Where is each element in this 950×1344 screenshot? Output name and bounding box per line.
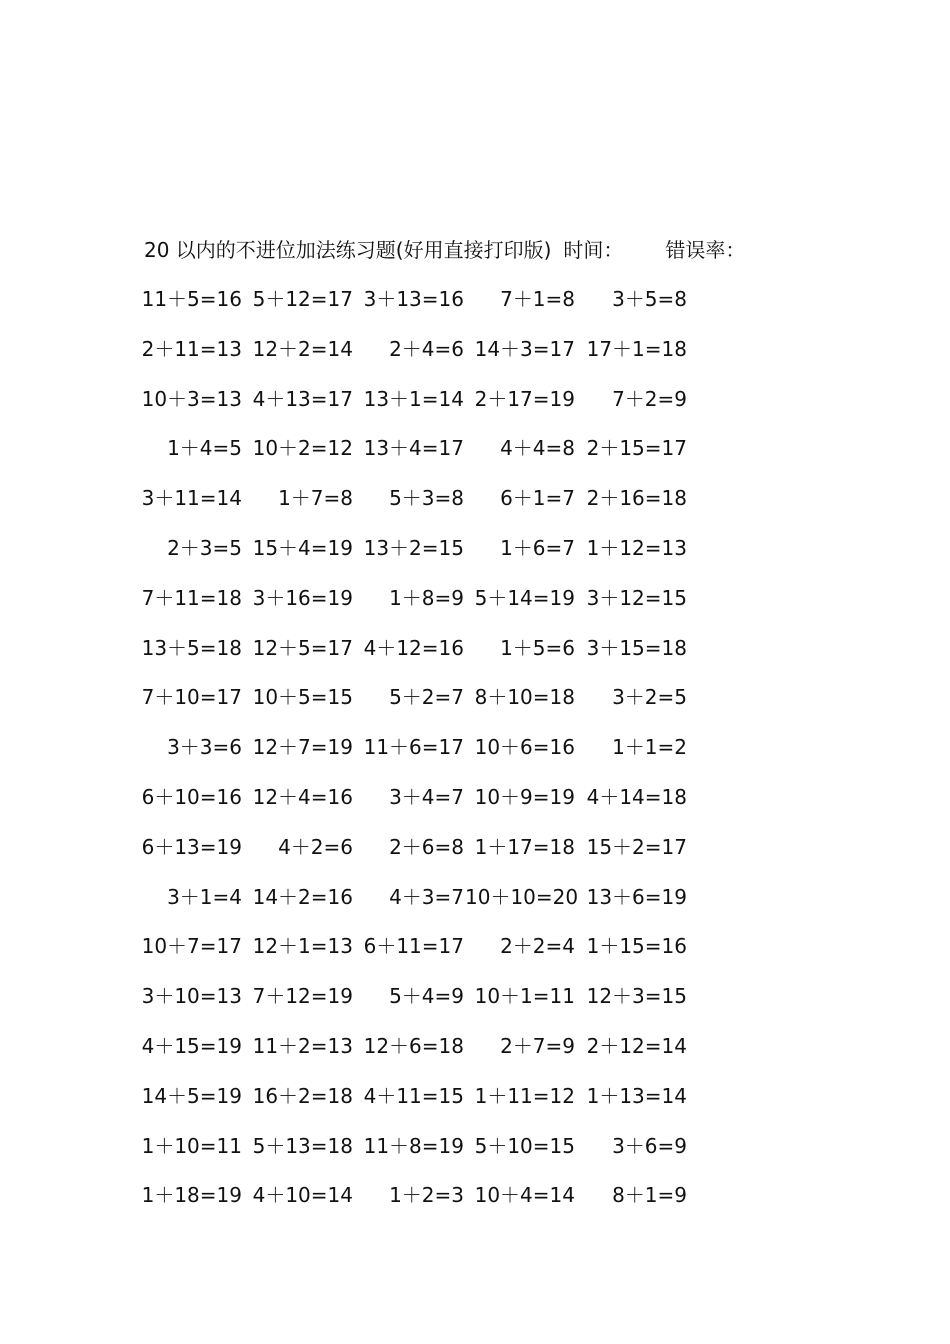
addition-problem: 3＋16=19 bbox=[252, 585, 353, 610]
addition-problem: 2＋3=5 bbox=[167, 535, 242, 560]
addition-problem: 1＋17=18 bbox=[474, 834, 575, 859]
addition-problem: 1＋10=11 bbox=[141, 1133, 242, 1158]
addition-problem: 4＋14=18 bbox=[586, 784, 687, 809]
addition-problem: 5＋2=7 bbox=[389, 685, 464, 710]
addition-problem: 4＋13=17 bbox=[252, 386, 353, 411]
addition-problem: 17＋1=18 bbox=[586, 336, 687, 361]
addition-problem: 3＋12=15 bbox=[586, 585, 687, 610]
addition-problem: 4＋15=19 bbox=[141, 1033, 242, 1058]
problem-row bbox=[0, 1133, 950, 1183]
problem-grid bbox=[0, 286, 950, 1232]
addition-problem: 12＋3=15 bbox=[586, 984, 687, 1009]
addition-problem: 15＋4=19 bbox=[252, 535, 353, 560]
addition-problem: 1＋4=5 bbox=[167, 436, 242, 461]
error-rate-label: 错误率： bbox=[665, 238, 746, 262]
addition-problem: 10＋5=15 bbox=[252, 685, 353, 710]
addition-problem: 10＋2=12 bbox=[252, 436, 353, 461]
problem-row bbox=[0, 983, 950, 1033]
addition-problem: 2＋12=14 bbox=[586, 1033, 687, 1058]
addition-problem: 1＋7=8 bbox=[278, 486, 353, 511]
addition-problem: 15＋2=17 bbox=[586, 834, 687, 859]
problem-row bbox=[0, 933, 950, 983]
addition-problem: 12＋6=18 bbox=[363, 1033, 464, 1058]
addition-problem: 2＋2=4 bbox=[500, 934, 575, 959]
addition-problem: 12＋2=14 bbox=[252, 336, 353, 361]
addition-problem: 10＋6=16 bbox=[474, 735, 575, 760]
addition-problem: 13＋2=15 bbox=[363, 535, 464, 560]
addition-problem: 2＋16=18 bbox=[586, 486, 687, 511]
addition-problem: 3＋1=4 bbox=[167, 884, 242, 909]
addition-problem: 10＋10=20 bbox=[465, 884, 579, 909]
problem-row bbox=[0, 585, 950, 635]
time-label: 时间： bbox=[563, 238, 624, 262]
addition-problem: 16＋2=18 bbox=[252, 1083, 353, 1108]
addition-problem: 3＋11=14 bbox=[141, 486, 242, 511]
problem-row bbox=[0, 386, 950, 436]
worksheet-header bbox=[144, 236, 745, 264]
addition-problem: 1＋18=19 bbox=[141, 1183, 242, 1208]
problem-row bbox=[0, 485, 950, 535]
addition-problem: 7＋10=17 bbox=[141, 685, 242, 710]
addition-problem: 12＋7=19 bbox=[252, 735, 353, 760]
addition-problem: 2＋7=9 bbox=[500, 1033, 575, 1058]
addition-problem: 11＋8=19 bbox=[363, 1133, 464, 1158]
addition-problem: 13＋6=19 bbox=[586, 884, 687, 909]
addition-problem: 3＋3=6 bbox=[167, 735, 242, 760]
addition-problem: 12＋4=16 bbox=[252, 784, 353, 809]
addition-problem: 12＋5=17 bbox=[252, 635, 353, 660]
addition-problem: 13＋4=17 bbox=[363, 436, 464, 461]
addition-problem: 1＋15=16 bbox=[586, 934, 687, 959]
addition-problem: 7＋11=18 bbox=[141, 585, 242, 610]
addition-problem: 11＋6=17 bbox=[363, 735, 464, 760]
problem-row bbox=[0, 1033, 950, 1083]
addition-problem: 6＋1=7 bbox=[500, 486, 575, 511]
problem-row bbox=[0, 734, 950, 784]
addition-problem: 1＋6=7 bbox=[500, 535, 575, 560]
addition-problem: 7＋2=9 bbox=[612, 386, 687, 411]
problem-row bbox=[0, 684, 950, 734]
addition-problem: 10＋9=19 bbox=[474, 784, 575, 809]
addition-problem: 2＋4=6 bbox=[389, 336, 464, 361]
addition-problem: 5＋3=8 bbox=[389, 486, 464, 511]
problem-row bbox=[0, 286, 950, 336]
addition-problem: 1＋11=12 bbox=[474, 1083, 575, 1108]
addition-problem: 1＋2=3 bbox=[389, 1183, 464, 1208]
addition-problem: 4＋12=16 bbox=[363, 635, 464, 660]
addition-problem: 13＋1=14 bbox=[363, 386, 464, 411]
addition-problem: 8＋1=9 bbox=[612, 1183, 687, 1208]
addition-problem: 2＋17=19 bbox=[474, 386, 575, 411]
addition-problem: 5＋4=9 bbox=[389, 984, 464, 1009]
addition-problem: 10＋3=13 bbox=[141, 386, 242, 411]
addition-problem: 4＋10=14 bbox=[252, 1183, 353, 1208]
addition-problem: 13＋5=18 bbox=[141, 635, 242, 660]
problem-row bbox=[0, 535, 950, 585]
problem-row bbox=[0, 1182, 950, 1232]
problem-row bbox=[0, 336, 950, 386]
addition-problem: 5＋12=17 bbox=[252, 287, 353, 311]
addition-problem: 1＋8=9 bbox=[389, 585, 464, 610]
worksheet-title: 20 以内的不进位加法练习题(好用直接打印版) bbox=[144, 238, 552, 262]
addition-problem: 12＋1=13 bbox=[252, 934, 353, 959]
addition-problem: 10＋1=11 bbox=[474, 984, 575, 1009]
addition-problem: 10＋7=17 bbox=[141, 934, 242, 959]
addition-problem: 6＋13=19 bbox=[141, 834, 242, 859]
addition-problem: 14＋2=16 bbox=[252, 884, 353, 909]
problem-row bbox=[0, 435, 950, 485]
addition-problem: 14＋3=17 bbox=[474, 336, 575, 361]
addition-problem: 3＋6=9 bbox=[612, 1133, 687, 1158]
addition-problem: 14＋5=19 bbox=[141, 1083, 242, 1108]
addition-problem: 8＋10=18 bbox=[474, 685, 575, 710]
addition-problem: 10＋4=14 bbox=[474, 1183, 575, 1208]
addition-problem: 3＋15=18 bbox=[586, 635, 687, 660]
addition-problem: 1＋1=2 bbox=[612, 735, 687, 760]
addition-problem: 4＋2=6 bbox=[278, 834, 353, 859]
addition-problem: 7＋1=8 bbox=[500, 287, 575, 311]
problem-row bbox=[0, 635, 950, 685]
addition-problem: 4＋3=7 bbox=[389, 884, 464, 909]
addition-problem: 2＋11=13 bbox=[141, 336, 242, 361]
addition-problem: 6＋11=17 bbox=[363, 934, 464, 959]
addition-problem: 2＋15=17 bbox=[586, 436, 687, 461]
addition-problem: 6＋10=16 bbox=[141, 784, 242, 809]
addition-problem: 2＋6=8 bbox=[389, 834, 464, 859]
addition-problem: 3＋2=5 bbox=[612, 685, 687, 710]
addition-problem: 4＋4=8 bbox=[500, 436, 575, 461]
addition-problem: 3＋4=7 bbox=[389, 784, 464, 809]
problem-row bbox=[0, 884, 950, 934]
addition-problem: 5＋13=18 bbox=[252, 1133, 353, 1158]
addition-problem: 5＋14=19 bbox=[474, 585, 575, 610]
addition-problem: 5＋10=15 bbox=[474, 1133, 575, 1158]
addition-problem: 3＋5=8 bbox=[612, 287, 687, 311]
addition-problem: 1＋12=13 bbox=[586, 535, 687, 560]
problem-row bbox=[0, 1083, 950, 1133]
addition-problem: 3＋13=16 bbox=[363, 287, 464, 311]
addition-problem: 11＋2=13 bbox=[252, 1033, 353, 1058]
addition-problem: 1＋5=6 bbox=[500, 635, 575, 660]
addition-problem: 11＋5=16 bbox=[141, 287, 242, 311]
addition-problem: 4＋11=15 bbox=[363, 1083, 464, 1108]
addition-problem: 7＋12=19 bbox=[252, 984, 353, 1009]
addition-problem: 1＋13=14 bbox=[586, 1083, 687, 1108]
problem-row bbox=[0, 784, 950, 834]
problem-row bbox=[0, 834, 950, 884]
addition-problem: 3＋10=13 bbox=[141, 984, 242, 1009]
